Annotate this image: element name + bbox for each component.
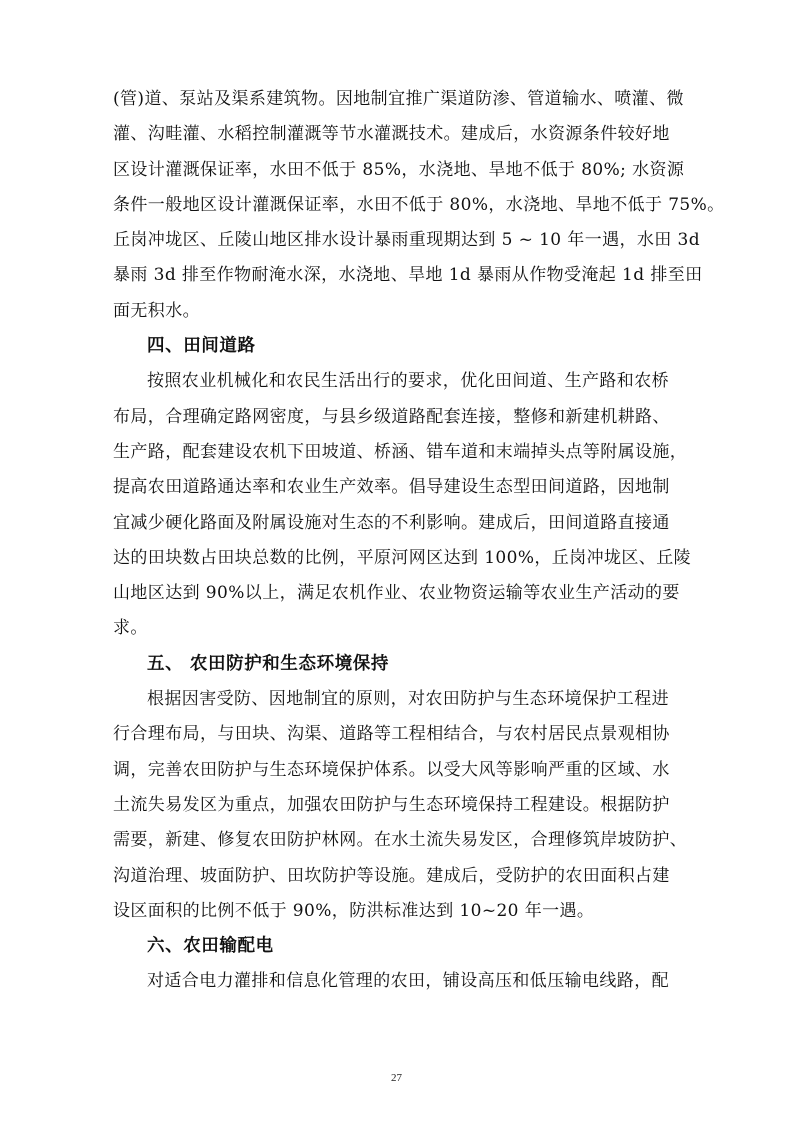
paragraph-line: 沟道治理、坡面防护、田坎防护等设施。建成后，受防护的农田面积占建 [113, 865, 670, 886]
paragraph-line: 需要，新建、修复农田防护林网。在水土流失易发区，合理修筑岸坡防护、 [113, 830, 688, 851]
paragraph-line: 行合理布局，与田块、沟渠、道路等工程相结合，与农村居民点景观相协 [113, 724, 670, 745]
paragraph-line: 暴雨 3d 排至作物耐淹水深，水浇地、旱地 1d 暴雨从作物受淹起 1d 排至田 [113, 265, 703, 286]
section-heading-field-roads: 四、田间道路 [147, 336, 256, 357]
paragraph-line: 按照农业机械化和农民生活出行的要求，优化田间道、生产路和农桥 [147, 371, 669, 392]
paragraph-line: 面无积水。 [113, 300, 200, 321]
paragraph-line: 设区面积的比例不低于 90%，防洪标准达到 10~20 年一遇。 [113, 900, 595, 921]
page-number: 27 [391, 1072, 402, 1084]
paragraph-line: 布局，合理确定路网密度，与县乡级道路配套连接，整修和新建机耕路、 [113, 406, 670, 427]
paragraph-line: 调，完善农田防护与生态环境保护体系。以受大风等影响严重的区域、水 [113, 759, 670, 780]
paragraph-line: 求。 [113, 618, 148, 639]
paragraph-line: 对适合电力灌排和信息化管理的农田，铺设高压和低压输电线路，配 [147, 971, 669, 992]
paragraph-line: (管)道、泵站及渠系建筑物。因地制宜推广渠道防渗、管道输水、喷灌、微 [113, 89, 684, 109]
paragraph-line: 灌、沟畦灌、水稻控制灌溉等节水灌溉技术。建成后，水资源条件较好地 [113, 124, 670, 145]
paragraph-line: 宜减少硬化路面及附属设施对生态的不利影响。建成后，田间道路直接通 [113, 512, 670, 533]
paragraph-line: 土流失易发区为重点，加强农田防护与生态环境保持工程建设。根据防护 [113, 794, 670, 815]
paragraph-line: 根据因害受防、因地制宜的原则，对农田防护与生态环境保护工程进 [147, 689, 669, 710]
paragraph-line: 生产路，配套建设农机下田坡道、桥涵、错车道和末端掉头点等附属设施， [113, 441, 688, 462]
page-body [113, 82, 725, 1000]
section-heading-power-distribution: 六、农田输配电 [147, 936, 274, 957]
paragraph-line: 区设计灌溉保证率，水田不低于 85%，水浇地、旱地不低于 80%; 水资源 [113, 159, 685, 180]
paragraph-line: 山地区达到 90%以上，满足农机作业、农业物资运输等农业生产活动的要 [113, 583, 680, 604]
section-heading-farmland-protection: 五、 农田防护和生态环境保持 [147, 653, 389, 674]
paragraph-line: 丘岗冲垅区、丘陵山地区排水设计暴雨重现期达到 5 ~ 10 年一遇，水田 3d [113, 230, 701, 251]
paragraph-line: 条件一般地区设计灌溉保证率，水田不低于 80%，水浇地、旱地不低于 75%。 [113, 194, 725, 215]
paragraph-line: 提高农田道路通达率和农业生产效率。倡导建设生态型田间道路，因地制 [113, 477, 670, 498]
paragraph-line: 达的田块数占田块总数的比例，平原河网区达到 100%，丘岗冲垅区、丘陵 [113, 547, 692, 568]
